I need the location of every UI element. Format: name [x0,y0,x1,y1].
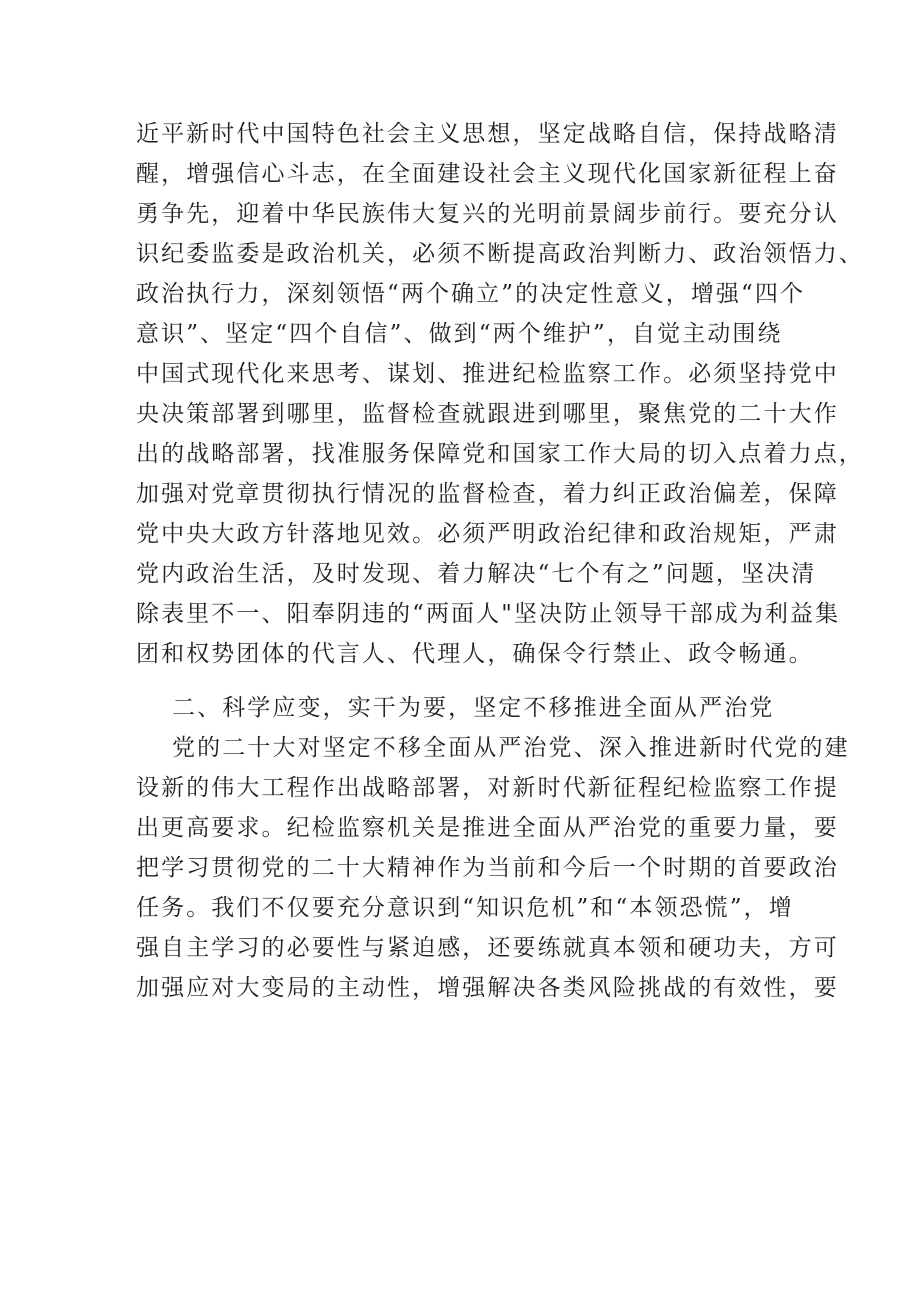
section-heading: 二、科学应变，实干为要，坚定不移推进全面从严治党 [172,695,775,721]
paragraph-2 [136,728,850,1008]
paragraph-line: 强自主学习的必要性与紧迫感，还要练就真本领和硬功夫，方可 [136,935,839,961]
paragraph-line: 加强对党章贯彻执行情况的监督检查，着力纠正政治偏差，保障 [136,481,839,507]
paragraph-line: 政治执行力，深刻领悟“两个确立”的决定性意义，增强“四个 [136,281,806,307]
paragraph-line: 勇争先，迎着中华民族伟大复兴的光明前景阔步前行。要充分认 [136,201,839,227]
paragraph-line: 央决策部署到哪里，监督检查就跟进到哪里，聚焦党的二十大作 [136,401,839,427]
paragraph-line: 任务。我们不仅要充分意识到“知识危机”和“本领恐慌”，增 [136,895,794,921]
paragraph-line: 团和权势团体的代言人、代理人，确保令行禁止、政令畅通。 [136,641,814,667]
paragraph-line: 把学习贯彻党的二十大精神作为当前和今后一个时期的首要政治 [136,855,839,881]
paragraph-line: 党的二十大对坚定不移全面从严治党、深入推进新时代党的建 [172,735,850,761]
paragraph-line: 中国式现代化来思考、谋划、推进纪检监察工作。必须坚持党中 [136,361,839,387]
document-body [136,114,864,1008]
paragraph-1 [136,114,864,674]
paragraph-line: 出更高要求。纪检监察机关是推进全面从严治党的重要力量，要 [136,815,839,841]
paragraph-line: 党中央大政方针落地见效。必须严明政治纪律和政治规矩，严肃 [136,521,839,547]
paragraph-line: 出的战略部署，找准服务保障党和国家工作大局的切入点着力点， [136,441,864,467]
paragraph-line: 意识”、坚定“四个自信”、做到“两个维护”，自觉主动围绕 [136,321,783,347]
paragraph-line: 识纪委监委是政治机关，必须不断提高政治判断力、政治领悟力、 [136,241,864,267]
paragraph-line: 加强应对大变局的主动性，增强解决各类风险挑战的有效性，要 [136,975,839,1001]
paragraph-line: 设新的伟大工程作出战略部署，对新时代新征程纪检监察工作提 [136,775,839,801]
paragraph-spacer [136,674,810,688]
paragraph-line: 近平新时代中国特色社会主义思想，坚定战略自信，保持战略清 [136,121,839,147]
paragraph-line: 醒，增强信心斗志，在全面建设社会主义现代化国家新征程上奋 [136,161,839,187]
paragraph-line: 除表里不一、阳奉阴违的“两面人"坚决防止领导干部成为利益集 [136,601,841,627]
paragraph-line: 党内政治生活，及时发现、着力解决“七个有之”问题，坚决清 [136,561,817,587]
